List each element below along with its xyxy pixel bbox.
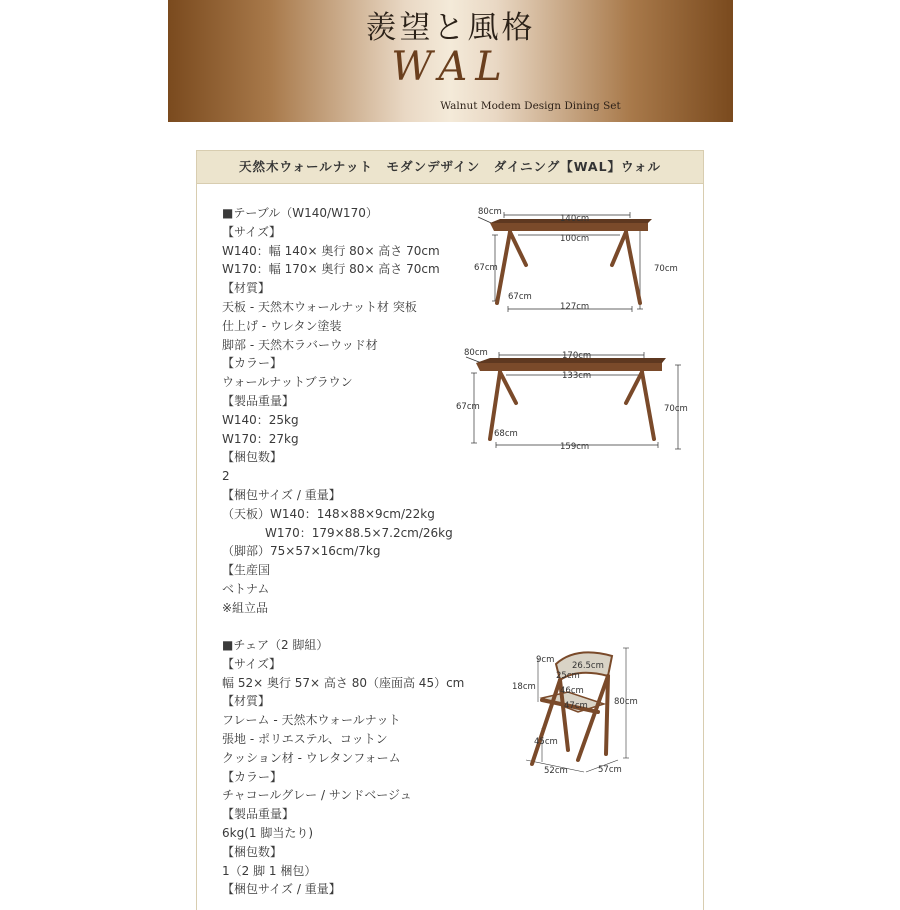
dim-depth: 80cm (478, 207, 502, 217)
spec-line: W140：25kg (222, 412, 299, 427)
spec-line: 【生産国 (222, 563, 271, 578)
spec-line: W170：幅 170× 奥行 80× 高さ 70cm (222, 262, 440, 277)
spec-line: 【材質】 (222, 694, 271, 709)
spec-line: 【製品重量】 (222, 393, 295, 408)
spec-line: 6kg(1 脚当たり) (222, 825, 314, 840)
dim-width: 170cm (562, 351, 592, 361)
spec-line: 幅 52× 奥行 57× 高さ 80（座面高 45）cm (222, 675, 465, 690)
spec-line: フレーム - 天然木ウォールナット (222, 713, 401, 728)
chair-diagram (508, 642, 648, 780)
hero-banner (168, 0, 733, 122)
brand-logo: WAL (391, 44, 510, 90)
spec-line: 【サイズ】 (222, 656, 282, 671)
spec-line: （脚部）75×57×16cm/7kg (222, 544, 381, 559)
banner-subtitle: Walnut Modem Design Dining Set (440, 100, 621, 112)
spec-line: 【梱包サイズ / 重量】 (222, 487, 341, 502)
spec-line: 【材質】 (222, 281, 271, 296)
spec-line: W170：179×88.5×7.2cm/26kg (265, 525, 453, 540)
dim-height: 70cm (664, 404, 688, 414)
spec-line: 1（2 脚 1 梱包） (222, 863, 317, 878)
panel-heading: 天然木ウォールナット モダンデザイン ダイニング【WAL】ウォル (197, 151, 703, 184)
spec-line: W140：幅 140× 奥行 80× 高さ 70cm (222, 243, 440, 258)
dim-base: 159cm (560, 442, 590, 452)
dim-leg-height: 67cm (474, 263, 498, 273)
banner-title: 羨望と風格 (365, 10, 536, 46)
spec-line: 【サイズ】 (222, 224, 282, 239)
dim-height: 70cm (654, 264, 678, 274)
chair-spec-list (222, 636, 464, 899)
dim-height: 80cm (614, 697, 638, 707)
spec-line: 【梱包数】 (222, 844, 283, 859)
dim-width: 140cm (560, 214, 590, 224)
spec-line: 【梱包数】 (222, 450, 283, 465)
spec-line: 【カラー】 (222, 356, 283, 371)
spec-line: 張地 - ポリエステル、コットン (222, 731, 388, 746)
dim-leg-angle: 67cm (508, 292, 532, 302)
dim-base: 127cm (560, 302, 590, 312)
spec-line: 2 (222, 469, 230, 484)
dim-back-depth: 9cm (536, 655, 555, 665)
dim-inner-width: 133cm (562, 371, 592, 381)
dim-depth: 57cm (598, 765, 622, 775)
dim-width: 52cm (544, 766, 568, 776)
spec-line: 脚部 - 天然木ラバーウッド材 (222, 337, 378, 352)
spec-line: ウォールナットブラウン (222, 375, 353, 390)
spec-line: チャコールグレー / サンドベージュ (222, 788, 412, 803)
spec-line: 【カラー】 (222, 769, 283, 784)
spec-line: （天板）W140：148×88×9cm/22kg (222, 506, 435, 521)
dim-depth: 80cm (464, 348, 488, 358)
spec-line: ベトナム (222, 581, 270, 596)
table-170-diagram (454, 345, 694, 457)
spec-line: 【梱包サイズ / 重量】 (222, 882, 341, 897)
spec-line: 【製品重量】 (222, 807, 295, 822)
dim-seat-inner: 46cm (560, 686, 584, 696)
dim-seat-height: 45cm (534, 737, 558, 747)
dim-leg-angle: 68cm (494, 429, 518, 439)
spec-line: クッション材 - ウレタンフォーム (222, 750, 401, 765)
dim-armrest: 25cm (556, 671, 580, 681)
spec-line: W170：27kg (222, 431, 299, 446)
dim-inner-width: 100cm (560, 234, 590, 244)
dim-leg-height: 67cm (456, 402, 480, 412)
spec-line: ■テーブル（W140/W170） (222, 206, 378, 220)
dim-back-width: 26.5cm (572, 661, 604, 671)
dim-seat-width: 47cm (564, 701, 588, 711)
spec-line: 天板 - 天然木ウォールナット材 突板 (222, 299, 417, 314)
spec-line: ※組立品 (222, 600, 269, 615)
table-spec-list (222, 204, 453, 618)
spec-line: 仕上げ - ウレタン塗装 (222, 318, 342, 333)
spec-line: ■チェア（2 脚組） (222, 638, 329, 652)
dim-back-height: 18cm (512, 682, 536, 692)
table-140-diagram (470, 205, 690, 317)
